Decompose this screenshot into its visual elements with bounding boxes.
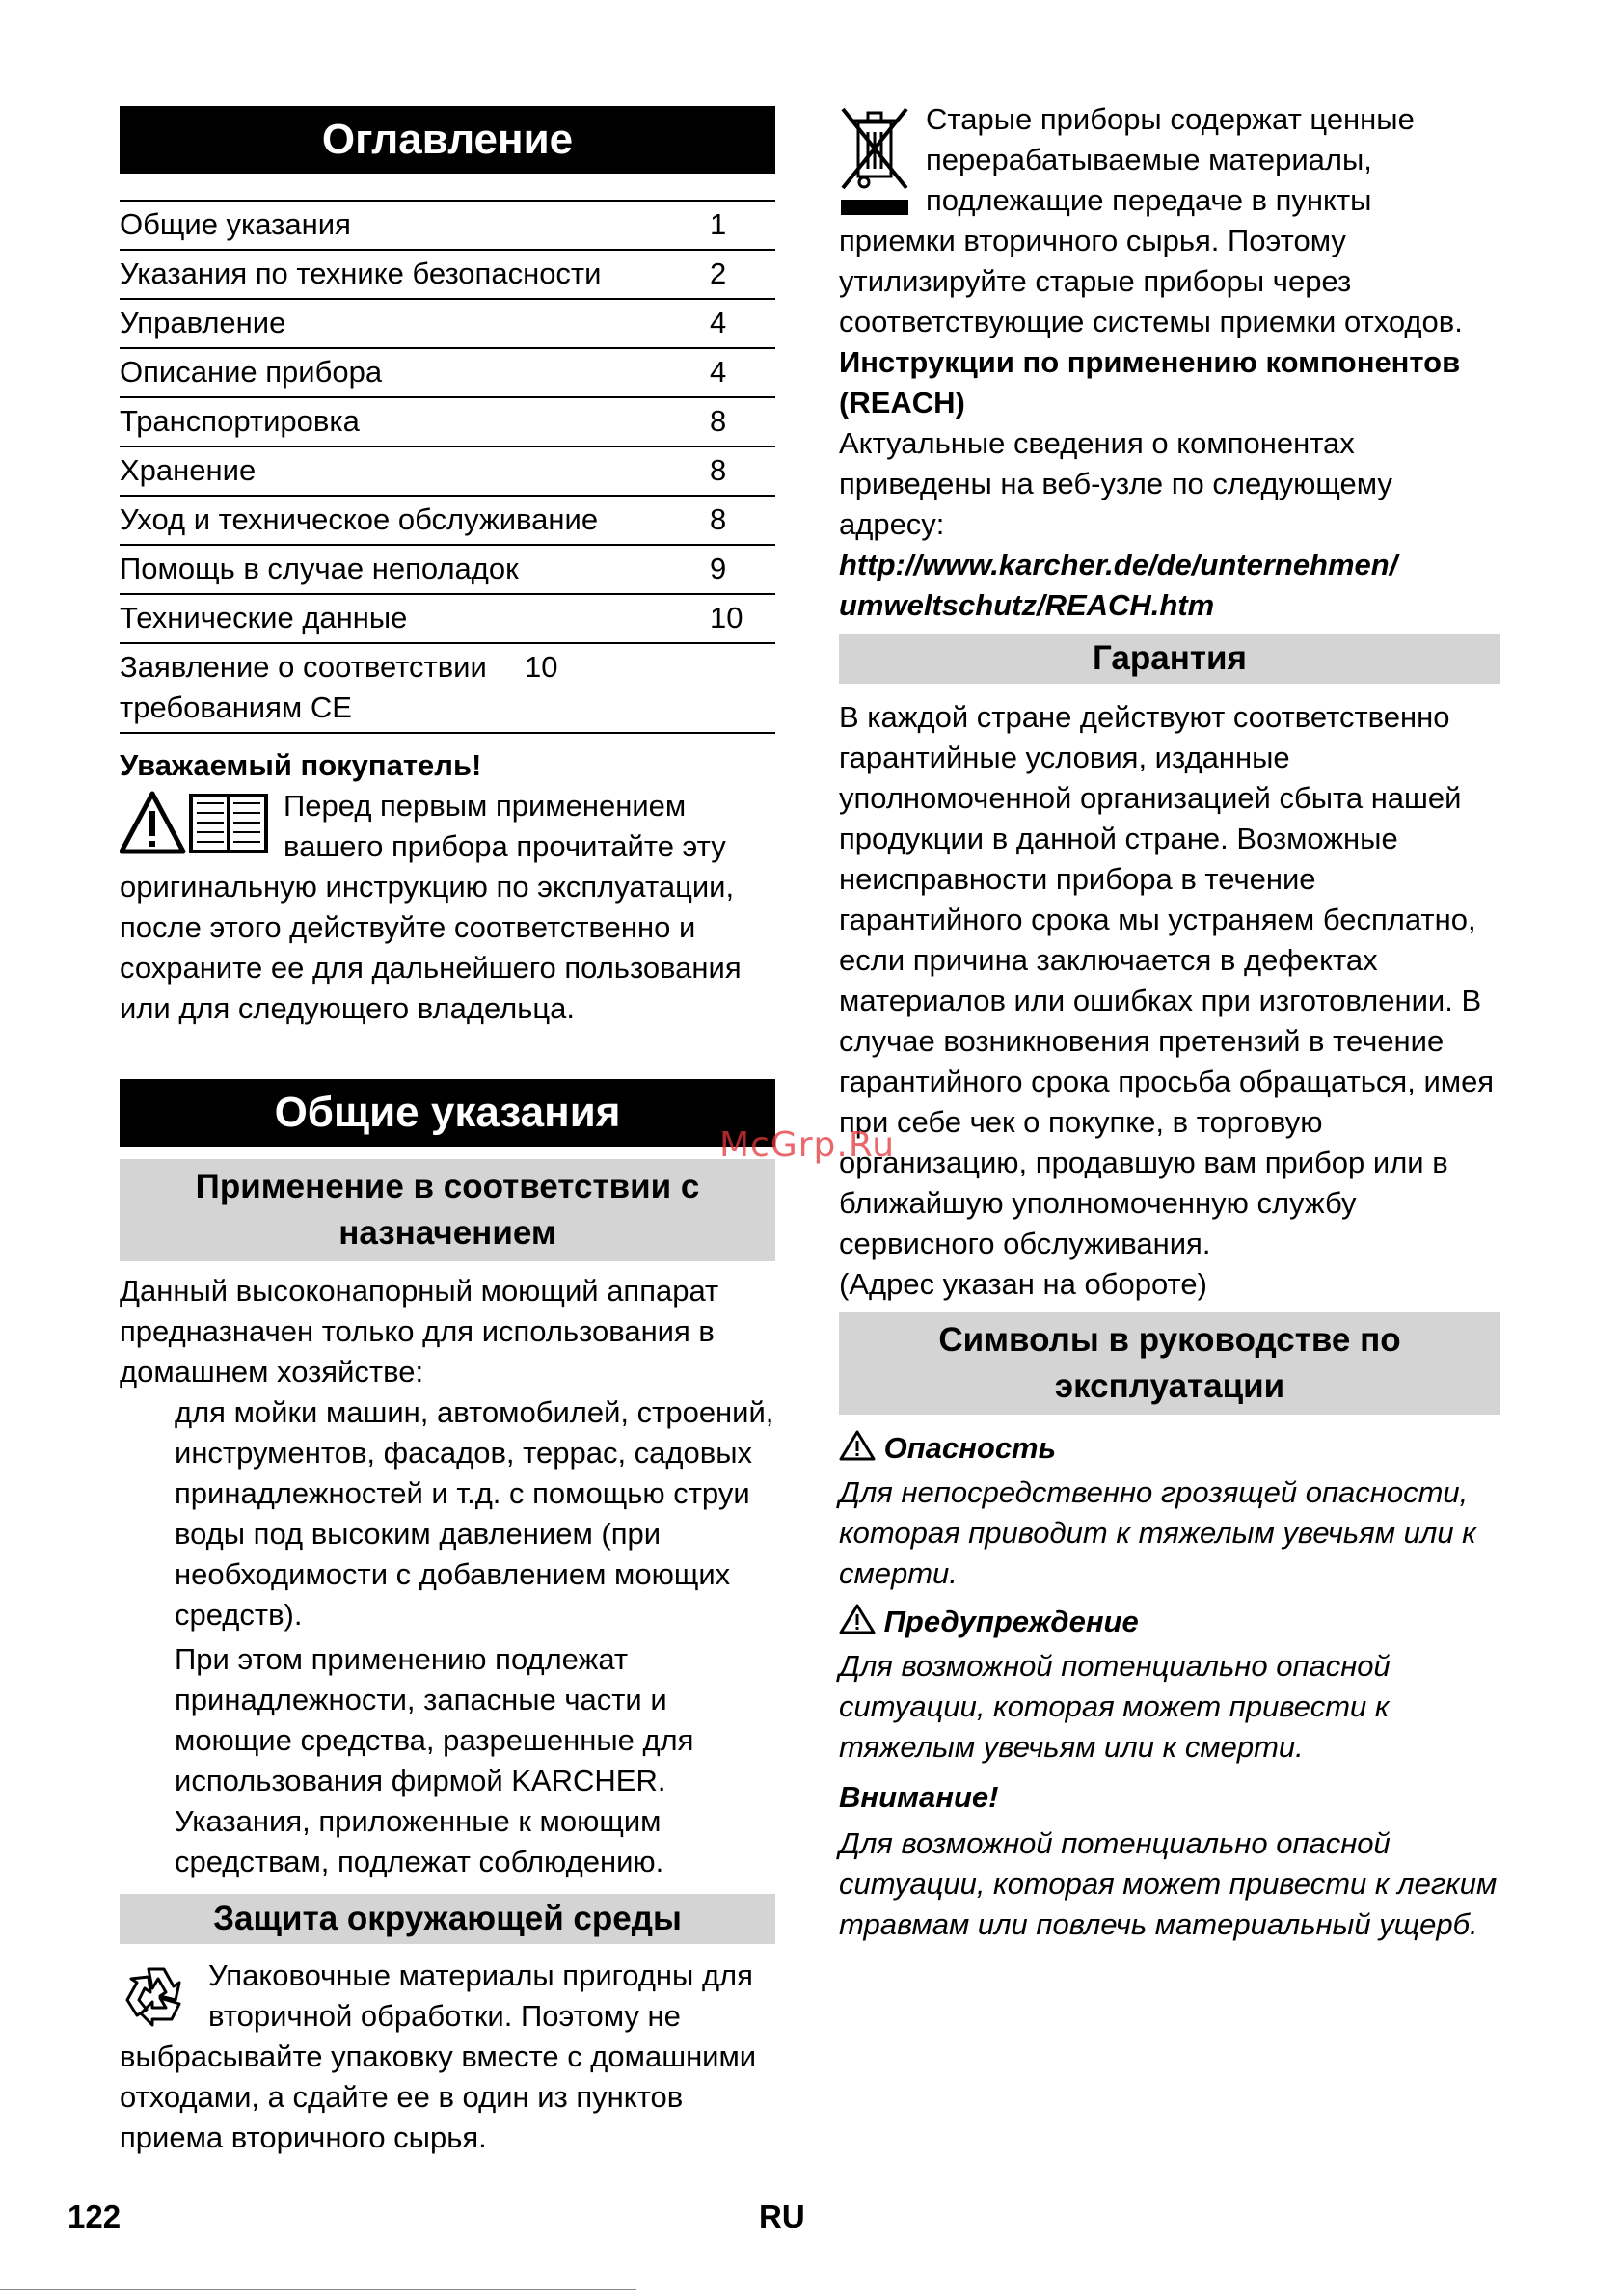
environment-text: выбрасывайте упаковку вместе с домашними отходами, а сдайте ее в один из пунктов приема вторичного сырья.	[120, 2039, 757, 2154]
toc-item-page: 1	[710, 207, 727, 241]
environment-line2: вторичной обработки. Поэтому не	[208, 1999, 681, 2033]
toc-row[interactable]	[120, 447, 775, 497]
toc-item-page: 10	[525, 650, 558, 684]
toc-row[interactable]	[120, 202, 775, 251]
danger-label: Опасность	[883, 1431, 1057, 1465]
toc-row[interactable]	[120, 349, 775, 398]
bottom-divider	[0, 2289, 636, 2290]
toc-item-title: Общие указания	[120, 207, 351, 241]
crossed-bin-icon	[839, 105, 910, 222]
danger-label-line	[839, 1428, 1500, 1469]
environment-block	[120, 1956, 775, 2158]
toc-item-page: 8	[710, 404, 727, 438]
watermark: McGrp.Ru	[719, 1125, 896, 1165]
toc-row[interactable]	[120, 251, 775, 300]
old-devices-line2: перерабатываемые материалы,	[926, 143, 1372, 176]
warning-label: Предупреждение	[883, 1605, 1139, 1638]
language-code: RU	[759, 2199, 805, 2234]
intended-use-intro: Данный высоконапорный моющий аппарат предназначен только для использования в домашнем хозяйстве:	[120, 1274, 719, 1389]
environment-line1: Упаковочные материалы пригодны для	[208, 1958, 753, 1992]
toc-item-title: Описание прибора	[120, 355, 383, 389]
recycle-icon	[120, 1961, 193, 2038]
toc-item-page: 8	[710, 502, 727, 536]
reach-text: Актуальные сведения о компонентах приведены на веб-узле по следующему адресу:	[839, 426, 1392, 541]
caution-label: Внимание!	[839, 1780, 999, 1814]
toc-item-title: Уход и техническое обслуживание	[120, 502, 599, 536]
old-devices-block	[839, 99, 1500, 342]
toc-row[interactable]	[120, 546, 775, 595]
toc-row[interactable]	[120, 595, 775, 644]
toc-item-page: 9	[710, 552, 727, 585]
old-devices-line3: подлежащие передаче в пункты	[926, 183, 1372, 217]
toc-row[interactable]	[120, 398, 775, 447]
symbols-heading: Символы в руководстве по эксплуатации	[839, 1312, 1500, 1415]
page-number: 122	[68, 2199, 122, 2234]
danger-text: Для непосредственно грозящей опасности, которая приводит к тяжелым увечьям или к смерти.	[839, 1475, 1476, 1590]
toc-title: Оглавление	[120, 106, 775, 174]
toc-item-title: Хранение	[120, 453, 257, 487]
reach-heading: Инструкции по применению компонентов (REACH)	[839, 345, 1461, 419]
toc-item-page: 8	[710, 453, 727, 487]
toc-item-page: 10	[710, 601, 743, 635]
old-devices-text: приемки вторичного сырья. Поэтому утилизируйте старые приборы через соответствующие системы приемки отходов.	[839, 224, 1463, 338]
greeting-line1: Перед первым применением	[284, 789, 687, 823]
toc-item-title: Транспортировка	[120, 404, 360, 438]
warning-text: Для возможной потенциально опасной ситуации, которая может привести к тяжелым увечьям или к смерти.	[839, 1649, 1391, 1764]
toc-row[interactable]	[120, 644, 775, 734]
right-column	[839, 99, 1500, 1945]
reach-link-line2[interactable]: umweltschutz/REACH.htm	[839, 588, 1215, 622]
intended-use-item1: для мойки машин, автомобилей, строений, инструментов, фасадов, террас, садовых принадлежностей и т.д. с помощью струи воды под высоким давлением (при необходимости с добавлением моющих средств).	[175, 1395, 774, 1632]
environment-heading: Защита окружающей среды	[120, 1894, 775, 1944]
warranty-heading: Гарантия	[839, 634, 1500, 684]
warranty-address-note: (Адрес указан на обороте)	[839, 1267, 1207, 1301]
intended-use-heading: Применение в соответствии с назначением	[120, 1159, 775, 1261]
danger-icon	[839, 1431, 884, 1465]
general-title: Общие указания	[120, 1079, 775, 1147]
warranty-text: В каждой стране действуют соответственно гарантийные условия, изданные уполномоченной организацией сбыта нашей продукции в данной стране. Возможные неисправности прибора в течение гарантийного срока мы устраняем бесплатно, если причина заключается в дефектах материалов или ошибках при изготовлении. В случае возникновения претензий в течение гарантийного срока просьба обращаться, имея при себе чек о покупке, в торговую организацию, продавшую вам прибор или в ближайшую уполномоченную службу сервисного обслуживания.	[839, 700, 1495, 1260]
greeting-text: оригинальную инструкцию по эксплуатации, после этого действуйте соответственно и сохраните ее для дальнейшего пользования или для следующего владельца.	[120, 870, 742, 1025]
toc-item-title: Управление	[120, 306, 286, 339]
caution-text: Для возможной потенциально опасной ситуации, которая может привести к легким травмам или повлечь материальный ущерб.	[839, 1826, 1498, 1941]
toc-item-title: Заявление о соответствии требованиям CE	[120, 650, 487, 724]
toc-item-title: Технические данные	[120, 601, 408, 635]
warning-label-line	[839, 1602, 1500, 1642]
greeting-line2: вашего прибора прочитайте эту	[284, 829, 726, 863]
reach-link-line1[interactable]: http://www.karcher.de/de/unternehmen/	[839, 548, 1398, 581]
toc-table	[120, 200, 775, 734]
intended-use-item2: При этом применению подлежат принадлежности, запасные части и моющие средства, разрешенные для использования фирмой KARCHER. Указания, приложенные к моющим средствам, подлежат соблюдению.	[175, 1642, 694, 1878]
toc-item-page: 4	[710, 355, 727, 389]
old-devices-line1: Старые приборы содержат ценные	[926, 102, 1415, 136]
greeting-block	[120, 786, 775, 1029]
toc-item-title: Помощь в случае неполадок	[120, 552, 519, 585]
toc-item-page: 4	[710, 306, 727, 339]
warning-icon	[839, 1605, 884, 1638]
warning-and-manual-icon	[120, 790, 270, 862]
left-column	[120, 106, 775, 2158]
toc-item-page: 2	[710, 257, 727, 290]
toc-row[interactable]	[120, 497, 775, 546]
toc-item-title: Указания по технике безопасности	[120, 257, 602, 290]
toc-row[interactable]	[120, 300, 775, 349]
greeting-heading: Уважаемый покупатель!	[120, 748, 482, 782]
